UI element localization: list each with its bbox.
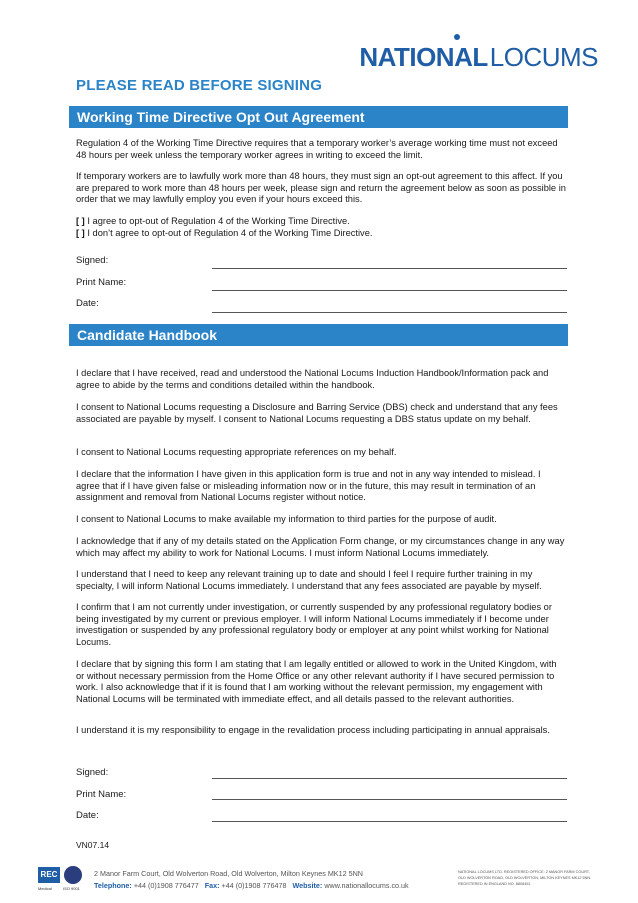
opt-out-option[interactable] [76, 228, 566, 240]
print-name-field[interactable] [212, 799, 567, 800]
logo-dot-icon [454, 34, 460, 40]
signature-field[interactable] [212, 778, 567, 779]
website-link[interactable]: www.nationallocums.co.uk [324, 881, 409, 890]
fax-number: +44 (0)1908 776478 [221, 881, 287, 890]
section-heading-opt-out: Working Time Directive Opt Out Agreement [69, 106, 568, 128]
date-label: Date: [76, 298, 99, 309]
date-label: Date: [76, 810, 99, 821]
checkbox-disagree[interactable]: [ ] [76, 228, 85, 238]
paragraph: Regulation 4 of the Working Time Directive requires that a temporary worker’s average working time must not exceed 48 hours per week unless the temporary worker agrees in writing to exceed the limit. [76, 138, 558, 160]
registration-line: NATIONAL LOCUMS LTD. REGISTERED OFFICE: 2 MANOR FARM COURT, [458, 870, 590, 874]
paragraph: I declare that by signing this form I am stating that I am legally entitled or allowed to work in the United Kingdom, with or without necessary permission from the Home Office or any other relevant authority if I have secured permission to work. I also acknowledge that if it is found that I am working without the relevant permission, my engagement with National Locums will be terminated with immediate effect, and all details passed to the relevant authorities. [76, 659, 557, 704]
telephone-label: Telephone: [94, 881, 132, 890]
paragraph: I consent to National Locums requesting appropriate references on my behalf. [76, 447, 397, 457]
checkbox-agree[interactable]: [ ] [76, 216, 85, 226]
paragraph: If temporary workers are to lawfully work more than 48 hours, they must sign an opt-out agreement to this affect. If you are prepared to work more than 48 hours per week, please sign and return the agreement below as soon as possible in order that we may lawfully employ you even if your hours exceed this. [76, 171, 566, 204]
opt-in-option[interactable] [76, 216, 566, 228]
page-title: PLEASE READ BEFORE SIGNING [76, 77, 323, 94]
option-label: I don’t agree to opt-out of Regulation 4 of the Working Time Directive. [87, 228, 373, 238]
page-footer [0, 855, 638, 903]
national-locums-logo [359, 42, 598, 73]
iso-badge-icon [64, 866, 82, 884]
registration-info [458, 869, 608, 887]
option-label: I agree to opt-out of Regulation 4 of the Working Time Directive. [87, 216, 350, 226]
registration-line: REGISTERED IN ENGLAND NO. 8808451 [458, 882, 531, 886]
website-label: Website: [292, 881, 323, 890]
paragraph: I declare that I have received, read and understood the National Locums Induction Handbook/Information pack and agree to abide by the terms and conditions detailed within the handbook. [76, 368, 549, 390]
signed-label: Signed: [76, 767, 109, 778]
paragraph: I understand it is my responsibility to engage in the revalidation process including participating in annual appraisals. [76, 725, 550, 735]
print-name-label: Print Name: [76, 277, 127, 288]
fax-label: Fax: [204, 881, 220, 890]
date-field[interactable] [212, 821, 567, 822]
logo-name-bold: NATIONAL [359, 42, 488, 72]
signature-field[interactable] [212, 268, 567, 269]
paragraph: I declare that the information I have given in this application form is true and not in any way intended to mislead. I agree that if I have given false or misleading information now or in the future, this may result in termination of an assignment and removal from National Locums register without notice. [76, 469, 541, 502]
iso-badge-caption: ISO 9001 [63, 886, 80, 891]
section-heading-handbook: Candidate Handbook [69, 324, 568, 346]
print-name-label: Print Name: [76, 789, 127, 800]
signed-label: Signed: [76, 255, 109, 266]
date-field[interactable] [212, 312, 567, 313]
paragraph: I confirm that I am not currently under investigation, or currently suspended by any professional regulatory bodies or being investigated by my current or previous employer. I will inform National Locums immediately if I become under investigation or suspended by any professional regulatory body or employer at any point whilst working for National Locums. [76, 602, 552, 647]
footer-address: 2 Manor Farm Court, Old Wolverton Road, Old Wolverton, Milton Keynes MK12 5NN [94, 869, 363, 878]
paragraph: I consent to National Locums requesting a Disclosure and Barring Service (DBS) check and understand that any fees associated are payable by myself. I consent to National Locums requesting a DBS status update on my behalf. [76, 402, 558, 424]
telephone-number: +44 (0)1908 776477 [133, 881, 199, 890]
registration-line: OLD WOLVERTON ROAD, OLD WOLVERTON, MILTON KEYNES MK12 5NN. [458, 876, 592, 880]
footer-contact [94, 881, 409, 890]
paragraph: I consent to National Locums to make available my information to third parties for the purpose of audit. [76, 514, 497, 524]
logo-name-light: LOCUMS [489, 42, 598, 72]
paragraph: I understand that I need to keep any relevant training up to date and should I feel I require further training in my specialty, I will inform National Locums immediately. I understand that any fees associated are payable by myself. [76, 569, 542, 591]
rec-logo: REC [38, 867, 60, 883]
form-code: VN07.14 [76, 840, 110, 850]
print-name-field[interactable] [212, 290, 567, 291]
paragraph: I acknowledge that if any of my details stated on the Application Form change, or my circumstances change in any way which may affect my ability to work for National Locums. I must inform National Locums immediately. [76, 536, 565, 558]
rec-logo-caption: Medical [38, 886, 52, 891]
